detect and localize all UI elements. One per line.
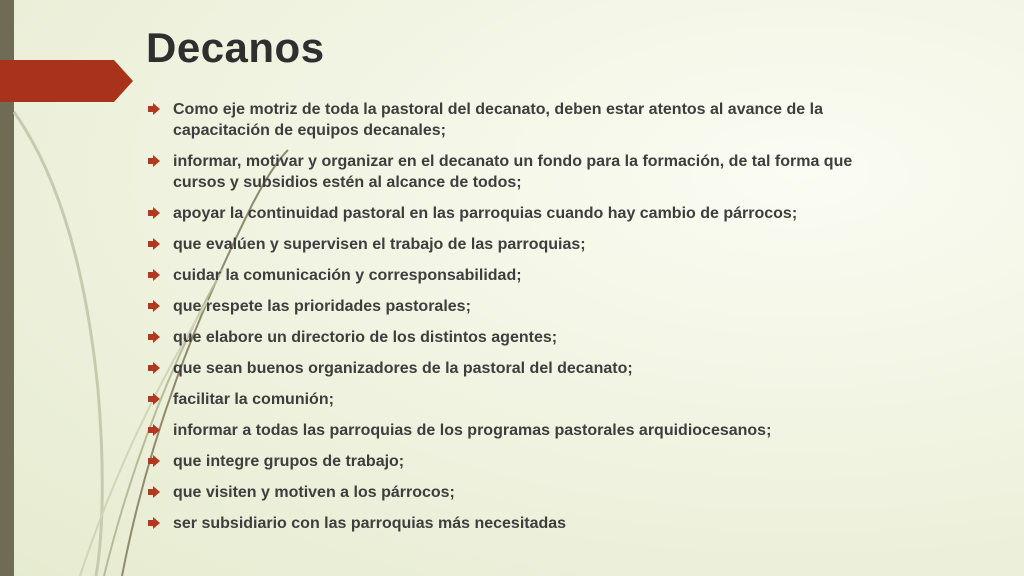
- bullet-text: que evalúen y supervisen el trabajo de las parroquias;: [173, 236, 586, 253]
- bullet-text: cuidar la comunicación y corresponsabilidad;: [173, 267, 522, 284]
- bullet-text: que visiten y motiven a los párrocos;: [173, 484, 455, 501]
- bullet-text: que integre grupos de trabajo;: [173, 453, 405, 470]
- arrow-bullet-icon: [148, 102, 162, 116]
- bullet-item: [148, 482, 878, 503]
- bullet-item: [148, 296, 878, 317]
- bullet-text: apoyar la continuidad pastoral en las parroquias cuando hay cambio de párrocos;: [173, 205, 798, 222]
- arrow-bullet-icon: [148, 454, 162, 468]
- title-accent-tab: [0, 60, 133, 102]
- bullet-text: que respete las prioridades pastorales;: [173, 298, 471, 315]
- bullet-item: [148, 420, 878, 441]
- arrow-bullet-icon: [148, 154, 162, 168]
- arrow-bullet-icon: [148, 361, 162, 375]
- bullet-item: [148, 265, 878, 286]
- bullet-item: [148, 358, 878, 379]
- bullet-text: informar, motivar y organizar en el decanato un fondo para la formación, de tal forma que cursos y subsidios estén al alcance de todos;: [173, 153, 853, 191]
- arrow-bullet-icon: [148, 485, 162, 499]
- bullet-item: [148, 99, 878, 141]
- arrow-bullet-icon: [148, 516, 162, 530]
- bullet-item: [148, 234, 878, 255]
- arrow-bullet-icon: [148, 330, 162, 344]
- bullet-text: Como eje motriz de toda la pastoral del decanato, deben estar atentos al avance de la capacitación de equipos decanales;: [173, 101, 823, 139]
- arrow-bullet-icon: [148, 392, 162, 406]
- arrow-bullet-icon: [148, 299, 162, 313]
- bullet-item: [148, 151, 878, 193]
- swoosh-line: [14, 112, 102, 576]
- bullet-list: [148, 99, 878, 544]
- arrow-bullet-icon: [148, 268, 162, 282]
- slide-title: Decanos: [146, 24, 325, 71]
- arrow-bullet-icon: [148, 206, 162, 220]
- bullet-item: [148, 389, 878, 410]
- bullet-item: [148, 451, 878, 472]
- bullet-item: [148, 513, 878, 534]
- bullet-text: que elabore un directorio de los distintos agentes;: [173, 329, 558, 346]
- bullet-text: ser subsidiario con las parroquias más necesitadas: [173, 515, 567, 532]
- bullet-text: informar a todas las parroquias de los programas pastorales arquidiocesanos;: [173, 422, 772, 439]
- bullet-text: que sean buenos organizadores de la pastoral del decanato;: [173, 360, 633, 377]
- bullet-text: facilitar la comunión;: [173, 391, 334, 408]
- bullet-item: [148, 327, 878, 348]
- bullet-item: [148, 203, 878, 224]
- arrow-bullet-icon: [148, 423, 162, 437]
- arrow-bullet-icon: [148, 237, 162, 251]
